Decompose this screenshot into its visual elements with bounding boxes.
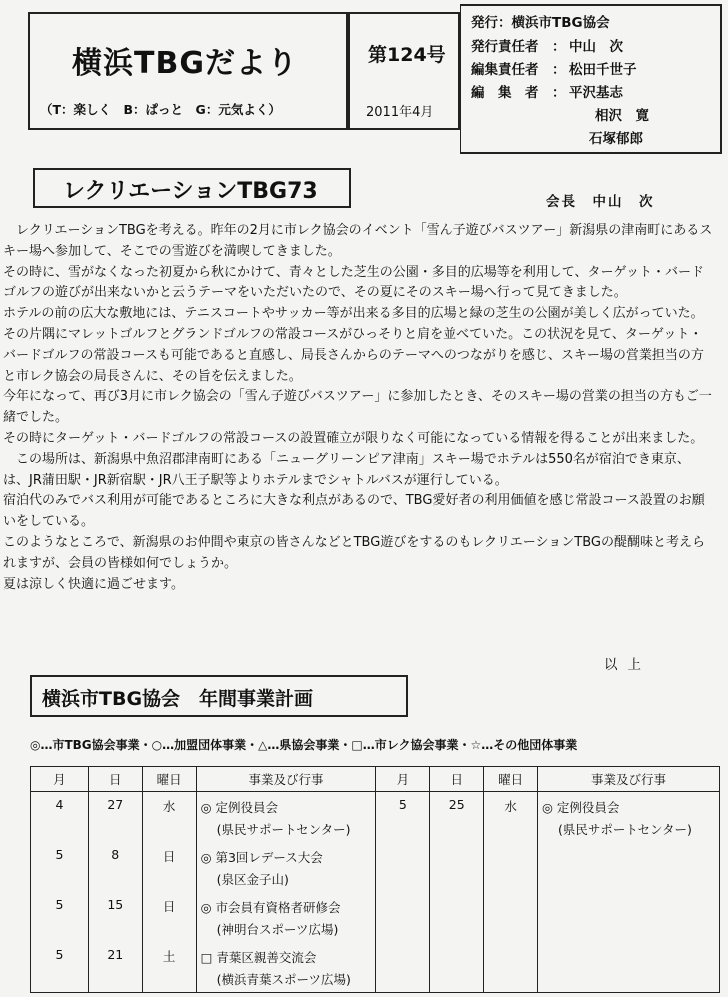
schedule-table	[30, 766, 720, 993]
article-title: レクリエーションTBG73	[33, 168, 351, 208]
closing-mark: 以上	[604, 657, 651, 673]
paragraph: その時に、雪がなくなった初夏から秋にかけて、青々とした芝生の公園・多目的広場等を利用して、ターゲット・バードゴルフの遊びが出来ないかと云うテーマをいただいたので、その夏にそのスキー場へ行って見てきました。	[3, 264, 704, 301]
paragraph: レクリエーションTBGを考える。昨年の2月に市レク協会のイベント「雪ん子遊びバスツアー」新潟県の津南町にあるスキー場へ参加して、そこでの雪遊びを満喫してきました。	[3, 223, 713, 259]
cell-event	[538, 942, 720, 993]
paragraph: 宿泊代のみでバス利用が可能であるところに大きな利点があるので、TBG愛好者の利用価値を感じ常設コース設置のお願いをしている。	[3, 493, 705, 530]
column-header: 日	[88, 767, 142, 792]
column-header: 事業及び行事	[538, 767, 720, 792]
cell-day	[430, 942, 484, 993]
cell-month: 5	[31, 842, 89, 892]
cell-weekday	[484, 942, 538, 993]
cell-day	[430, 842, 484, 892]
issue-date: 2011年4月	[366, 105, 434, 120]
cell-weekday: 日	[142, 842, 196, 892]
paragraph: ホテルの前の広大な敷地には、テニスコートやサッカー等が出来る多目的広場と緑の芝生の公園が美しく広がっていた。	[3, 306, 704, 322]
publisher-line: 発行：横浜市TBG協会	[471, 15, 610, 31]
cell-month: 5	[376, 792, 430, 843]
newsletter-title: 横浜TBGだより	[72, 46, 298, 81]
publisher-line: 編 集 者 ： 平沢基志	[471, 85, 623, 101]
publisher-line: 発行責任者 ： 中山 次	[471, 39, 623, 55]
cell-weekday: 日	[142, 892, 196, 942]
issue-number: 第124号	[368, 44, 446, 66]
cell-event: ◎ 第3回レデース大会 (泉区金子山)	[196, 842, 376, 892]
paragraph: 今年になって、再び3月に市レク協会の「雪ん子遊びバスツアー」に参加したとき、そのスキー場の営業の担当の方もご一緒でした。	[3, 389, 712, 426]
article-body	[3, 221, 715, 595]
newsletter-motto: （T：楽しく B：ぱっと G：元気よく）	[40, 102, 281, 117]
cell-day: 8	[88, 842, 142, 892]
cell-weekday: 水	[484, 792, 538, 843]
cell-weekday: 水	[142, 792, 196, 843]
column-header: 曜日	[484, 767, 538, 792]
cell-month: 4	[31, 792, 89, 843]
publisher-line: 編集責任者 ： 松田千世子	[471, 62, 637, 78]
cell-day: 21	[88, 942, 142, 993]
paragraph: その片隅にマレットゴルフとグランドゴルフの常設コースがひっそりと肩を並べていた。この状況を見て、ターゲット・バードゴルフの常設コースも可能であると直感し、局長さんからのテーマへのつながりを感じ、スキー場の営業担当の方と市レク協会の局長さんに、その旨を伝えました。	[3, 326, 704, 384]
column-header: 日	[430, 767, 484, 792]
paragraph: 夏は涼しく快適に過ごせます。	[3, 576, 184, 592]
cell-event: □ 青葉区親善交流会 (横浜青葉スポーツ広場)	[196, 942, 376, 993]
cell-event: ◎ 定例役員会 (県民サポートセンター)	[538, 792, 720, 843]
cell-day: 15	[88, 892, 142, 942]
column-header: 月	[376, 767, 430, 792]
cell-day	[430, 892, 484, 942]
paragraph: このようなところで、新潟県のお仲間や東京の皆さんなどとTBG遊びをするのもレクリエーションTBGの醍醐味と考えられますが、会員の皆様如何でしょうか。	[3, 534, 705, 571]
column-header: 曜日	[142, 767, 196, 792]
column-header: 事業及び行事	[196, 767, 376, 792]
table-header-row	[31, 767, 720, 792]
publisher-line: 相沢 寛	[595, 108, 649, 124]
cell-month	[376, 842, 430, 892]
cell-weekday	[484, 842, 538, 892]
cell-event: ◎ 定例役員会 (県民サポートセンター)	[196, 792, 376, 843]
plan-title: 横浜市TBG協会 年間事業計画	[30, 675, 408, 717]
cell-event	[538, 842, 720, 892]
table-row	[31, 842, 720, 892]
cell-month	[376, 892, 430, 942]
cell-month: 5	[31, 892, 89, 942]
cell-day: 25	[430, 792, 484, 843]
cell-month: 5	[31, 942, 89, 993]
table-row	[31, 892, 720, 942]
article-author: 会長 中山 次	[546, 194, 655, 210]
publisher-box	[460, 4, 722, 154]
publisher-line: 石塚郁郎	[589, 131, 643, 147]
table-row	[31, 792, 720, 843]
cell-weekday: 土	[142, 942, 196, 993]
cell-month	[376, 942, 430, 993]
plan-legend: ◎…市TBG協会事業・○…加盟団体事業・△…県協会事業・□…市レク協会事業・☆…その他団体事業	[30, 738, 578, 752]
cell-weekday	[484, 892, 538, 942]
cell-day: 27	[88, 792, 142, 843]
column-header: 月	[31, 767, 89, 792]
table-row	[31, 942, 720, 993]
paragraph: この場所は、新潟県中魚沼郡津南町にある「ニューグリーンピア津南」スキー場でホテルは550名が宿泊でき東京、は、JR蒲田駅・JR新宿駅・JR八王子駅等よりホテルまでシャトルバスが運行している。	[3, 451, 690, 488]
cell-event	[538, 892, 720, 942]
cell-event: ◎ 市会員有資格者研修会 (神明台スポーツ広場)	[196, 892, 376, 942]
paragraph: その時にターゲット・バードゴルフの常設コースの設置確立が限りなく可能になっている情報を得ることが出来ました。	[3, 430, 704, 446]
